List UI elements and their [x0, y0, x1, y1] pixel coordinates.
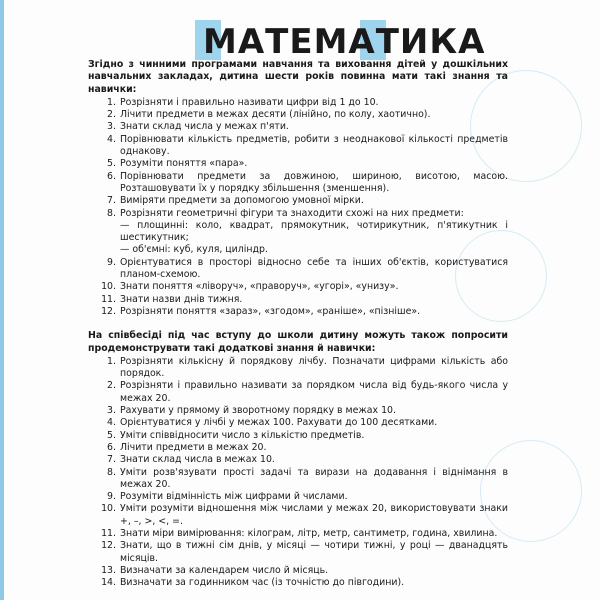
- item-text: Розуміти поняття «пара».: [120, 158, 248, 170]
- document-body: [88, 59, 508, 589]
- list-item: [88, 528, 508, 540]
- section1-list: [88, 97, 508, 318]
- title-text: МАТЕМАТИКА: [203, 22, 486, 62]
- item-text: Знати склад числа в межах 10.: [120, 454, 275, 466]
- item-text: Знати міри вимірювання: кілограм, літр, метр, сантиметр, година, хвилина.: [120, 527, 498, 539]
- section2-intro: На співбесіді під час вступу до школи дитину можуть також попросити продемонструвати такі додаткові знання й навички:: [88, 330, 508, 354]
- item-text: Орієнтуватися у лічбі у межах 100. Рахувати до 100 десятками.: [120, 417, 438, 429]
- item-text: Знати, що в тижні сім днів, у місяці — чотири тижні, у році — дванадцять місяців.: [120, 540, 508, 564]
- item-number: 3.: [107, 121, 116, 133]
- item-text: Розрізняти геометричні фігури та знаходити схожі на них предмети:: [120, 207, 464, 219]
- item-number: 11.: [101, 527, 116, 539]
- item-number: 1.: [107, 355, 116, 367]
- list-item: [88, 454, 508, 466]
- list-item: [88, 97, 508, 109]
- item-number: 1.: [107, 96, 116, 108]
- list-item: [88, 540, 508, 565]
- list-item: [88, 195, 508, 207]
- list-item: [88, 134, 508, 159]
- item-number: 8.: [107, 207, 116, 219]
- item-number: 2.: [107, 109, 116, 121]
- item-number: 2.: [107, 380, 116, 392]
- list-item: [88, 121, 508, 133]
- item-number: 9.: [107, 256, 116, 268]
- item-number: 9.: [107, 491, 116, 503]
- section-gap: [88, 318, 508, 330]
- list-item: [88, 294, 508, 306]
- item-number: 12.: [101, 540, 116, 552]
- list-item: [88, 356, 508, 381]
- page-left-border: [0, 0, 4, 600]
- sub-item-flat-shapes: — площинні: коло, квадрат, прямокутник, чотирикутник, п'ятикутник і шестикутник;: [120, 219, 508, 244]
- list-item: [88, 503, 508, 528]
- item-number: 11.: [101, 293, 116, 305]
- list-item: [88, 306, 508, 318]
- item-text: Розрізняти кількісну й порядкову лічбу. Позначати цифрами кількість або порядок.: [120, 355, 508, 380]
- item-text: Лічити предмети в межах 20.: [120, 441, 267, 453]
- item-number: 5.: [107, 429, 116, 441]
- list-item: [88, 430, 508, 442]
- list-item: [88, 158, 508, 170]
- item-number: 3.: [107, 405, 116, 417]
- item-text: Виміряти предмети за допомогою умовної мірки.: [120, 195, 364, 207]
- item-text: Розрізняти і правильно називати за порядком числа від будь-якого числа у межах 20.: [120, 380, 508, 404]
- item-number: 14.: [101, 577, 116, 589]
- item-number: 5.: [107, 158, 116, 170]
- item-text: Розрізняти поняття «зараз», «згодом», «раніше», «пізніше».: [120, 305, 421, 317]
- list-item: [88, 257, 508, 282]
- list-item: [88, 442, 508, 454]
- list-item: [88, 405, 508, 417]
- item-text: Знати склад числа у межах п'яти.: [120, 121, 289, 133]
- item-number: 6.: [107, 170, 116, 182]
- item-text: Рахувати у прямому й зворотному порядку в межах 10.: [120, 405, 396, 417]
- list-item: [88, 417, 508, 429]
- list-item: [88, 208, 508, 220]
- item-number: 7.: [107, 195, 116, 207]
- list-item: [88, 491, 508, 503]
- item-text: Визначати за календарем число й місяць.: [120, 564, 329, 576]
- sub-item-solid-shapes: — об'ємні: куб, куля, циліндр.: [120, 244, 268, 256]
- item-text: Розрізняти і правильно називати цифри від 1 до 10.: [120, 96, 379, 108]
- list-item: [88, 380, 508, 405]
- list-item: [88, 577, 508, 589]
- item-text: Уміти розв'язувати прості задачі та вирази на додавання і віднімання в межах 20.: [120, 466, 508, 490]
- section2-list: [88, 356, 508, 590]
- list-item: [88, 467, 508, 492]
- item-text: Уміти співвідносити число з кількістю предметів.: [120, 429, 365, 441]
- list-item: [88, 281, 508, 293]
- item-text: Знати назви днів тижня.: [120, 293, 243, 305]
- item-number: 13.: [101, 564, 116, 576]
- item-number: 7.: [107, 454, 116, 466]
- item-number: 6.: [107, 441, 116, 453]
- item-text: Порівнювати предмети за довжиною, шириною, висотою, масою. Розташовувати їх у порядку збільшення (зменшення).: [120, 170, 508, 194]
- item-text: Порівнювати кількість предметів, робити з неоднакової кількості предметів однакову.: [120, 133, 508, 158]
- item-number: 4.: [107, 133, 116, 145]
- item-text: Лічити предмети в межах десяти (лінійно, по колу, хаотично).: [120, 109, 431, 121]
- list-item: [88, 171, 508, 196]
- item-number: 8.: [107, 466, 116, 478]
- list-item: [88, 565, 508, 577]
- section1-intro: Згідно з чинними програмами навчання та виховання дітей у дошкільних навчальних закладах, дитина шести років повинна мати такі знання та навички:: [88, 59, 508, 95]
- item-number: 4.: [107, 417, 116, 429]
- item-number: 10.: [101, 503, 116, 515]
- item-number: 12.: [101, 305, 116, 317]
- item-number: 10.: [101, 281, 116, 293]
- item-text: Розуміти відмінність між цифрами й числами.: [120, 491, 348, 503]
- item-text: Орієнтуватися в просторі відносно себе та інших об'єктів, користуватися планом-схемою.: [120, 256, 508, 281]
- item-text: Уміти розуміти відношення між числами у межах 20, використовувати знаки +, –, >, <, =.: [120, 503, 508, 527]
- item-text: Визначати за годинником час (із точністю до півгодини).: [120, 577, 405, 589]
- item-text: Знати поняття «ліворуч», «праворуч», «угорі», «унизу».: [120, 281, 399, 293]
- list-item: [88, 109, 508, 121]
